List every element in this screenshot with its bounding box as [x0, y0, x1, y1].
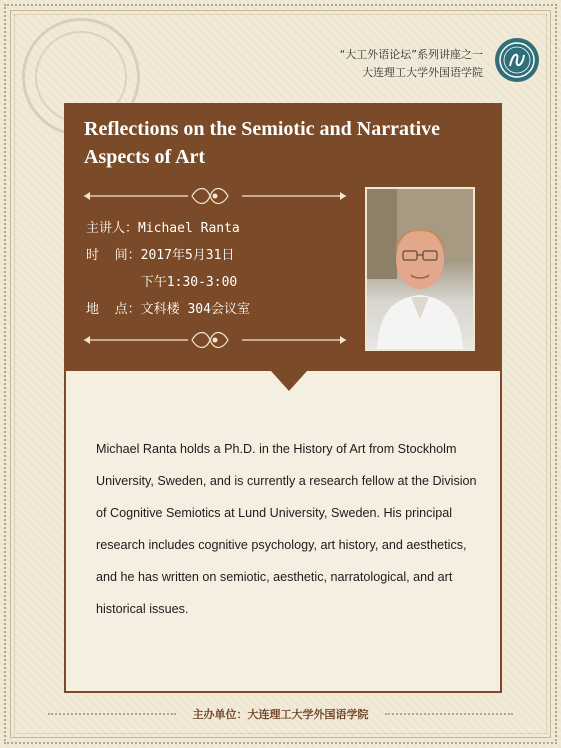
- host-footer: 主办单位：大连理工大学外国语学院: [192, 708, 369, 721]
- series-title: “大工外语论坛”系列讲座之一: [339, 48, 483, 61]
- time-row: 时 间：2017年5月31日: [86, 248, 235, 263]
- ornamental-divider-icon: [80, 185, 350, 207]
- speaker-photo: [365, 187, 475, 351]
- talk-title: Reflections on the Semiotic and Narrative Aspects of Art: [84, 118, 441, 168]
- header-text: [340, 46, 483, 82]
- place-row: 地 点：文科楼 304会议室: [86, 302, 250, 317]
- talk-details: [86, 215, 250, 323]
- bio-box: [64, 371, 502, 693]
- panel-pointer-arrow: [271, 371, 307, 391]
- talk-info-panel: [64, 103, 502, 371]
- time-row-continued: 下午1:30-3:00: [86, 275, 238, 290]
- ornamental-divider-icon: [80, 329, 350, 351]
- speaker-bio: Michael Ranta holds a Ph.D. in the History of Art from Stockholm University, Sweden, and is currently a research fellow at the Division of Cognitive Semiotics at Lund University, Sweden. His principal research includes cognitive psychology, art history, and aesthetics, and he has written on semiotic, aesthetic, narratological, and art historical issues.: [96, 442, 477, 616]
- speaker-row: 主讲人：Michael Ranta: [86, 221, 240, 236]
- school-logo-icon: [495, 38, 539, 82]
- institution-name: 大连理工大学外国语学院: [362, 66, 483, 79]
